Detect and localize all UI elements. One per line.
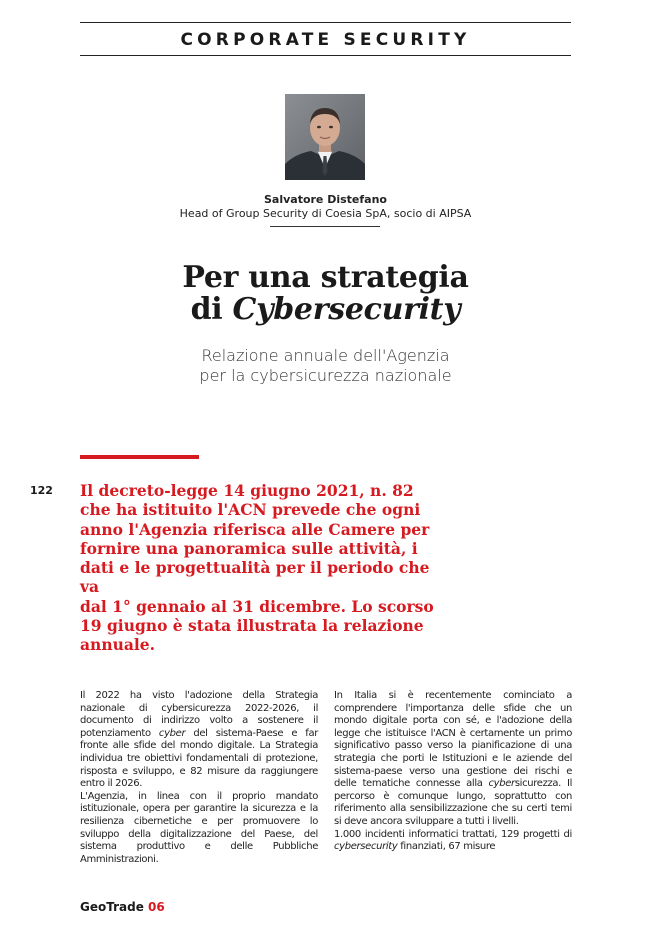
text-run-italic: cyber: [158, 727, 186, 739]
text-run: 1.000 incidenti informatici trattati, 129 progetti di: [334, 828, 572, 840]
text-run: sicurezza. Il percorso è comunque lungo, soprattutto con riferimento alla sensibilizzazione che su certi temi si deve ancora sviluppare a tutti i livelli.: [334, 778, 573, 827]
body-paragraph: L'Agenzia, in linea con il proprio mandato istituzionale, opera per garantire la sicurezza e la resilienza cibernetiche e per promuovere lo sviluppo della digitalizzazione del Paese, del sistema produttivo e delle Pubbliche Amministrazioni.: [80, 790, 318, 865]
article-subtitle: [80, 346, 571, 386]
lead-line: fornire una panoramica sulle attività, i: [80, 538, 418, 558]
text-run: del sistema-Paese e far fronte alle sfide del mondo digitale. La Strategia individua tre obiettivi fondamentali di protezione, risposta e sviluppo, e 82 misure da raggiungere entro il 2026.: [80, 727, 318, 790]
top-rule: [80, 22, 571, 23]
lead-line: che ha istituito l'ACN prevede che ogni: [80, 500, 421, 520]
text-run: finanziati, 67 misure: [397, 841, 496, 853]
lead-line: dal 1° gennaio al 31 dicembre. Lo scorso: [80, 596, 434, 616]
subtitle-line-2: per la cybersicurezza nazionale: [199, 366, 452, 385]
article-lead: [80, 481, 440, 655]
magazine-footer: [80, 900, 165, 914]
page-number: 122: [30, 484, 53, 497]
body-paragraph: [80, 690, 318, 791]
body-paragraph: [334, 690, 572, 829]
body-column-left: [80, 690, 318, 866]
body-column-right: [334, 690, 572, 854]
text-run-italic: cyber: [488, 778, 515, 790]
body-paragraph: [334, 829, 572, 854]
author-portrait: [285, 94, 365, 180]
accent-bar: [80, 455, 199, 459]
magazine-issue: 06: [148, 900, 165, 914]
lead-line: dati e le progettualità per il periodo che va: [80, 558, 430, 597]
subtitle-line-1: Relazione annuale dell'Agenzia: [201, 346, 450, 365]
lead-line: Il decreto-legge 14 giugno 2021, n. 82: [80, 481, 414, 500]
magazine-name: GeoTrade: [80, 900, 144, 914]
section-title: CORPORATE SECURITY: [180, 30, 471, 50]
lead-line: 19 giugno è stata illustrata la relazione: [80, 616, 424, 636]
title-line-2-prefix: di: [190, 292, 233, 327]
author-divider: [270, 226, 380, 227]
text-run: Il 2022 ha visto l'adozione della Strategia nazionale di cybersicurezza 2022-2026, il documento di indirizzo volto a sostenere il potenziamento: [80, 690, 318, 739]
article-title: [80, 262, 571, 326]
portrait-photo-icon: [285, 94, 365, 180]
author-role: Head of Group Security di Coesia SpA, socio di AIPSA: [179, 207, 472, 220]
title-line-2: [80, 294, 571, 326]
section-rule: [80, 55, 571, 56]
title-line-1: Per una strategia: [182, 260, 469, 295]
title-line-2-italic: Cybersecurity: [232, 292, 461, 327]
text-run-italic: cybersecurity: [334, 841, 398, 853]
lead-line: anno l'Agenzia riferisca alle Camere per: [80, 519, 430, 539]
text-run: In Italia si è recentemente cominciato a comprendere l'importanza delle sfide che un mondo digitale porta con sé, e l'adozione della legge che istituisce l'ACN è certamente un primo significativo passo verso la pianificazione di una strategia che porti le Istituzioni e le aziende del sistema-paese verso una gestione dei rischi e delle tematiche connesse alla: [334, 690, 572, 790]
author-name: Salvatore Distefano: [263, 193, 387, 206]
lead-line: annuale.: [80, 635, 156, 655]
